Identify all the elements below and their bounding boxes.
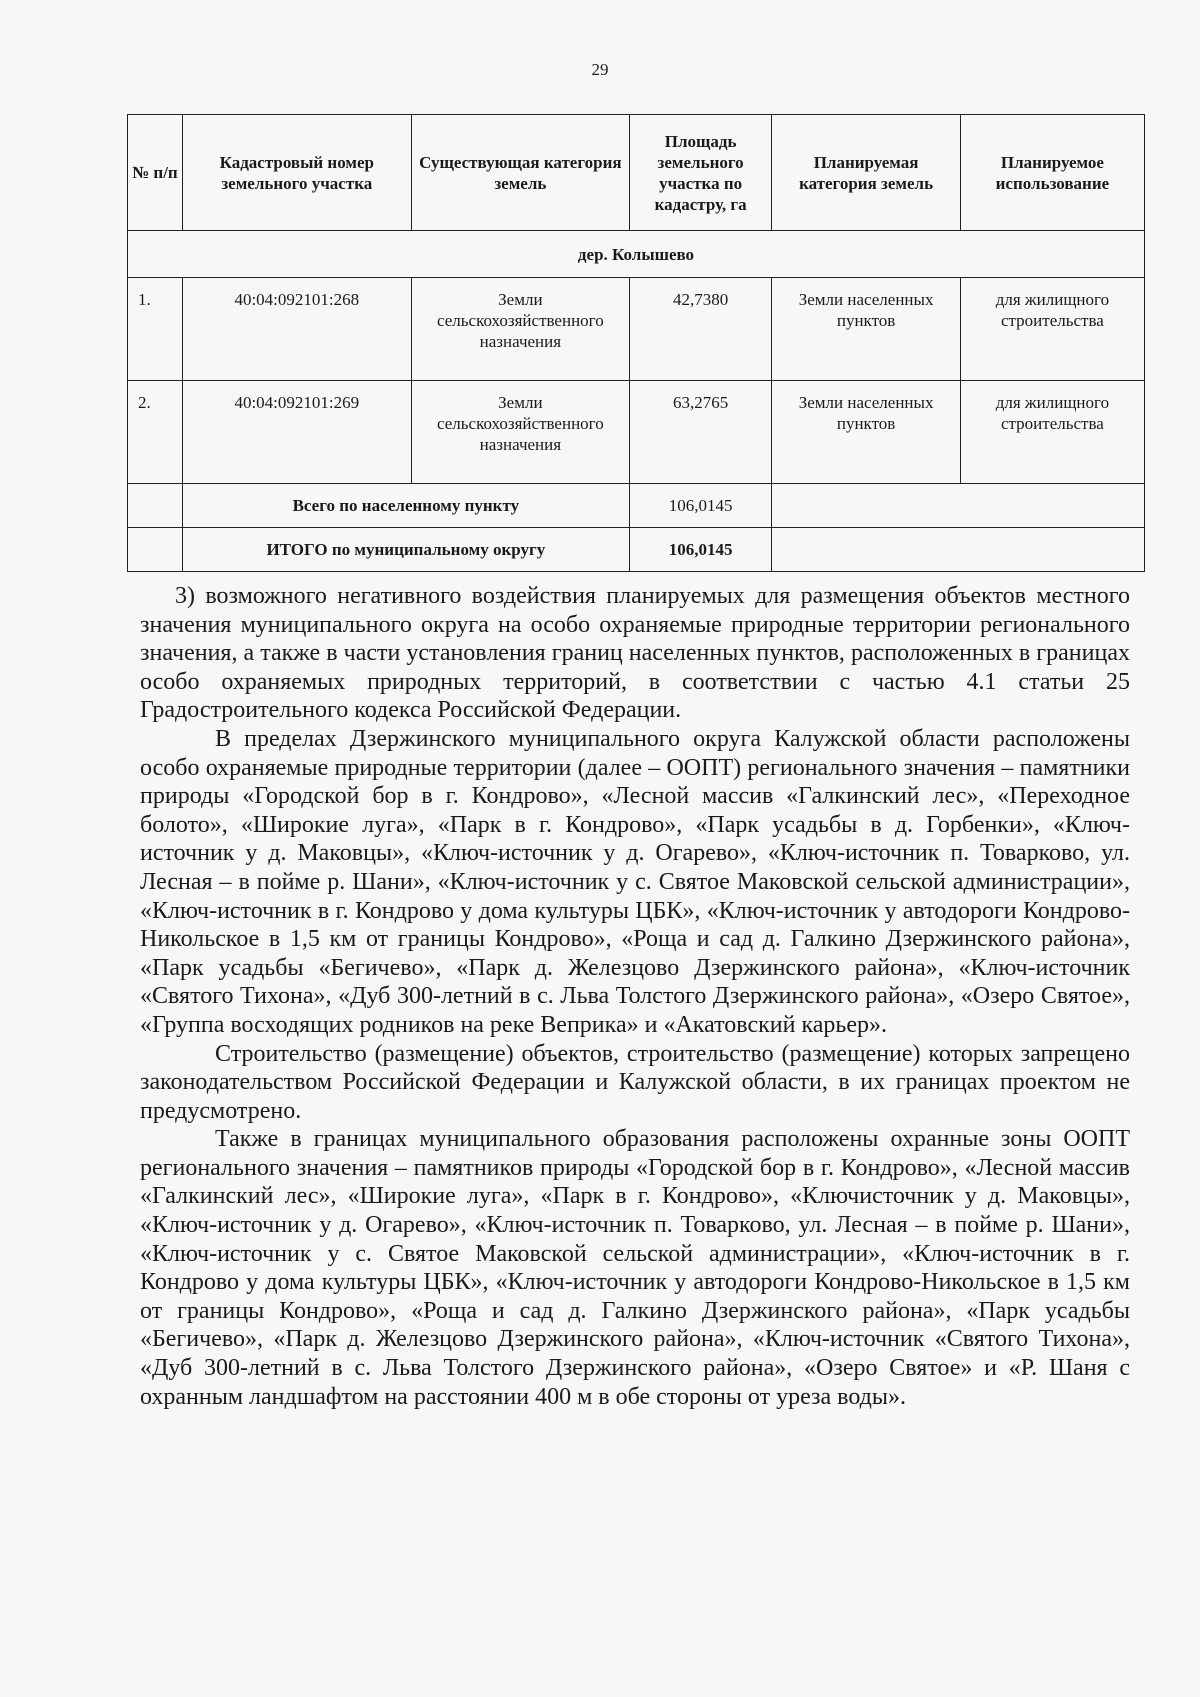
row-planned-use: для жилищного строительства (960, 278, 1144, 381)
row-cadastral: 40:04:092101:269 (182, 381, 411, 484)
table-total-district-row (128, 528, 1145, 572)
table-total-locality-row (128, 484, 1145, 528)
paragraph: Также в границах муниципального образования расположены охранные зоны ООПТ регионального значения – памятников природы «Городской бор в г. Кондрово», «Лесной массив «Галкинский лес», «Широкие луга», «Парк в г. Кондрово», «Ключисточник у д. Маковцы», «Ключ-источник у д. Огарево», «Ключ-источник п. Товарково, ул. Лесная – в пойме р. Шани», «Ключ-источник у с. Святое Маковской сельской администрации», «Ключ-источник в г. Кондрово у дома культуры ЦБК», «Ключ-источник у автодороги Кондрово-Никольское в 1,5 км от границы Кондрово», «Роща и сад д. Галкино Дзержинского района», «Парк усадьбы «Бегичево», «Парк д. Железцово Дзержинского района», «Ключ-источник «Святого Тихона», «Дуб 300-летний в с. Льва Толстого Дзержинского района», «Озеро Святое» и «Р. Шаня с охранным ландшафтом на расстоянии 400 м в обе стороны от уреза воды». (140, 1126, 1130, 1410)
paragraph: Строительство (размещение) объектов, строительство (размещение) которых запрещено законодательством Российской Федерации и Калужской области, в их границах проектом не предусмотрено. (140, 1040, 1130, 1124)
land-plots-table (127, 114, 1145, 572)
table-locality-row (128, 231, 1145, 278)
empty-cell (772, 484, 1145, 528)
row-current-category: Земли сельскохозяйственного назначения (411, 278, 629, 381)
row-number: 1. (128, 278, 183, 381)
table-header-row (128, 115, 1145, 231)
empty-cell (128, 484, 183, 528)
header-cadastral: Кадастровый номер земельного участка (182, 115, 411, 231)
header-planned-category: Планируемая категория земель (772, 115, 960, 231)
row-planned-category: Земли населенных пунктов (772, 381, 960, 484)
row-current-category: Земли сельскохозяйственного назначения (411, 381, 629, 484)
table-row (128, 381, 1145, 484)
total-locality-label: Всего по населенному пункту (182, 484, 629, 528)
empty-cell (128, 528, 183, 572)
paragraph: В пределах Дзержинского муниципального округа Калужской области расположены особо охраняемые природные территории (далее – ООПТ) регионального значения – памятники природы «Городской бор в г. Кондрово», «Лесной массив «Галкинский лес», «Переходное болото», «Широкие луга», «Парк в г. Кондрово», «Парк усадьбы в д. Горбенки», «Ключ-источник у д. Маковцы», «Ключ-источник у д. Огарево», «Ключ-источник п. Товарково, ул. Лесная – в пойме р. Шани», «Ключ-источник у с. Святое Маковской сельской администрации», «Ключ-источник в г. Кондрово у дома культуры ЦБК», «Ключ-источник у автодороги Кондрово-Никольское в 1,5 км от границы Кондрово», «Роща и сад д. Галкино Дзержинского района», «Парк усадьбы «Бегичево», «Парк д. Железцово Дзержинского района», «Ключ-источник «Святого Тихона», «Дуб 300-летний в с. Льва Толстого Дзержинского района», «Озеро Святое», «Группа восходящих родников на реке Веприка» и «Акатовский карьер». (140, 725, 1130, 1038)
row-planned-category: Земли населенных пунктов (772, 278, 960, 381)
row-cadastral: 40:04:092101:268 (182, 278, 411, 381)
row-area: 42,7380 (629, 278, 771, 381)
header-planned-use: Планируемое использование (960, 115, 1144, 231)
page-number: 29 (591, 60, 609, 79)
paragraph: 3) возможного негативного воздействия планируемых для размещения объектов местного значения муниципального округа на особо охраняемые природные территории регионального значения, а также в части установления границ населенных пунктов, расположенных в границах особо охраняемых природных территорий, в соответствии с частью 4.1 статьи 25 Градостроительного кодекса Российской Федерации. (140, 583, 1130, 724)
row-planned-use: для жилищного строительства (960, 381, 1144, 484)
total-district-label: ИТОГО по муниципальному округу (182, 528, 629, 572)
row-number: 2. (128, 381, 183, 484)
total-locality-value: 106,0145 (629, 484, 771, 528)
empty-cell (772, 528, 1145, 572)
locality-name: дер. Колышево (128, 231, 1145, 278)
total-district-value: 106,0145 (629, 528, 771, 572)
header-area: Площадь земельного участка по кадастру, га (629, 115, 771, 231)
header-number: № п/п (128, 115, 183, 231)
document-body (140, 582, 1130, 1411)
header-current-category: Существующая категория земель (411, 115, 629, 231)
row-area: 63,2765 (629, 381, 771, 484)
table-row (128, 278, 1145, 381)
